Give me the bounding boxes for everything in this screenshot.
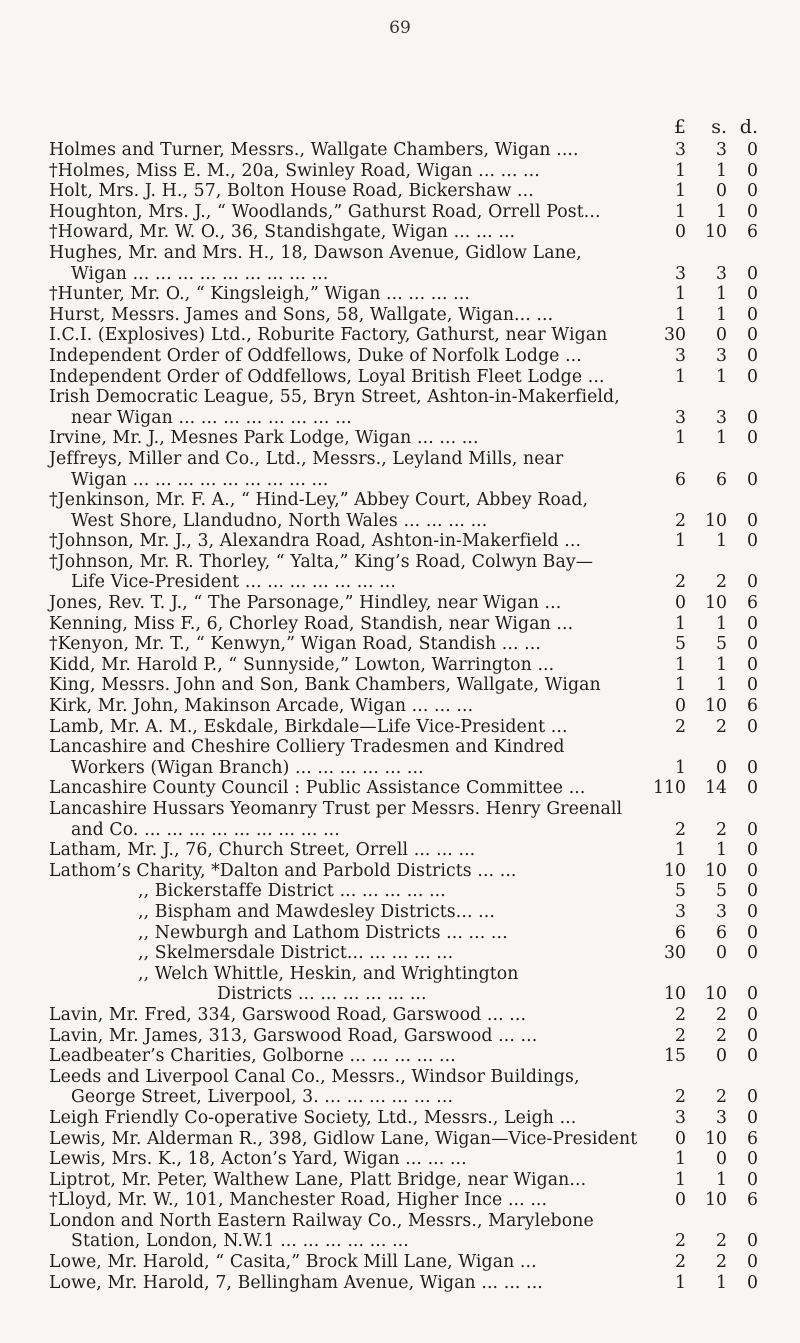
amount-pence: 6 (747, 696, 758, 717)
ledger-entry (0, 1067, 800, 1088)
ledger-entry (0, 758, 800, 779)
amount-shillings: 0 (716, 181, 727, 202)
amount-pence: 0 (747, 922, 758, 943)
entry-description: Lancashire Hussars Yeomanry Trust per Messrs. Henry Greenall (49, 799, 623, 819)
entry-description: Lewis, Mr. Alderman R., 398, Gidlow Lane, Wigan—Vice-President (49, 1128, 638, 1149)
amount-pence: 0 (747, 181, 758, 202)
ledger-entry (0, 778, 800, 799)
amount-pounds: 5 (675, 881, 686, 902)
ledger-entry (0, 1211, 800, 1232)
amount-pounds: 10 (664, 984, 686, 1005)
amount-pounds: 0 (675, 696, 686, 717)
amount-pence: 0 (747, 1087, 758, 1108)
amount-pence: 0 (747, 407, 758, 428)
entry-description: †Hunter, Mr. O., “ Kingsleigh,” Wigan ... ... ... ... (49, 284, 470, 305)
amount-shillings: 3 (716, 263, 727, 284)
amount-pence: 0 (747, 572, 758, 593)
ledger-entry (0, 449, 800, 470)
amount-shillings: 2 (716, 1231, 727, 1252)
amount-pounds: 2 (675, 819, 686, 840)
ledger-entry (0, 902, 800, 923)
ledger-entry (0, 305, 800, 326)
amount-pence: 0 (747, 634, 758, 655)
amount-shillings: 1 (716, 531, 727, 552)
ledger-entry (0, 387, 800, 408)
amount-shillings: 1 (716, 284, 727, 305)
amount-pence: 0 (747, 366, 758, 387)
amount-shillings: 1 (716, 160, 727, 181)
entry-description: Kirk, Mr. John, Makinson Arcade, Wigan ... ... ... (49, 696, 474, 717)
ledger-entry (0, 1273, 800, 1294)
ledger-entry (0, 881, 800, 902)
entry-description: †Johnson, Mr. J., 3, Alexandra Road, Ashton-in-Makerfield ... (49, 531, 582, 552)
ledger-entry (0, 490, 800, 511)
pounds-header: £ (673, 116, 686, 138)
ledger-entry (0, 593, 800, 614)
amount-pounds: 1 (675, 428, 686, 449)
amount-pence: 0 (747, 531, 758, 552)
ledger-entry (0, 964, 800, 985)
ledger-entry (0, 614, 800, 635)
entry-description: Hurst, Messrs. James and Sons, 58, Wallgate, Wigan... ... (49, 304, 554, 325)
amount-shillings: 0 (716, 943, 727, 964)
ledger-entry (0, 675, 800, 696)
entry-description: Life Vice-President ... ... ... ... ... ... ... (71, 572, 396, 593)
ledger-entry (0, 717, 800, 738)
amount-shillings: 1 (716, 428, 727, 449)
amount-pence: 0 (747, 1272, 758, 1293)
entry-description: King, Messrs. John and Son, Bank Chambers, Wallgate, Wigan (49, 675, 601, 696)
amount-pence: 6 (747, 1128, 758, 1149)
ledger-entry (0, 861, 800, 882)
amount-shillings: 10 (705, 1128, 727, 1149)
ledger-entry (0, 202, 800, 223)
entry-description: London and North Eastern Railway Co., Messrs., Marylebone (49, 1210, 594, 1231)
entry-description: †Kenyon, Mr. T., “ Kenwyn,” Wigan Road, Standish ... ... (49, 634, 541, 655)
entry-description: Station, London, N.W.1 ... ... ... ... ... ... (71, 1231, 409, 1252)
ledger-entry (0, 923, 800, 944)
amount-shillings: 10 (705, 510, 727, 531)
amount-pence: 0 (747, 757, 758, 778)
entry-description: Lancashire County Council : Public Assistance Committee ... (49, 778, 586, 799)
shillings-header: s. (711, 116, 727, 138)
entry-description: ,, Bickerstaffe District ... ... ... ... ... (138, 881, 446, 902)
amount-pence: 0 (747, 716, 758, 737)
amount-shillings: 10 (705, 222, 727, 243)
entry-description: Leigh Friendly Co-operative Society, Ltd., Messrs., Leigh ... (49, 1107, 577, 1128)
amount-pence: 0 (747, 881, 758, 902)
amount-shillings: 3 (716, 901, 727, 922)
entry-description: Lavin, Mr. Fred, 334, Garswood Road, Garswood ... ... (49, 1004, 527, 1025)
ledger-entry (0, 181, 800, 202)
amount-pounds: 3 (675, 263, 686, 284)
entry-description: †Holmes, Miss E. M., 20a, Swinley Road, Wigan ... ... ... (49, 160, 540, 181)
amount-pounds: 5 (675, 634, 686, 655)
column-headers (0, 116, 800, 140)
amount-pounds: 1 (675, 366, 686, 387)
amount-pounds: 1 (675, 1149, 686, 1170)
amount-pence: 0 (747, 901, 758, 922)
amount-pence: 0 (747, 1004, 758, 1025)
ledger-entry (0, 696, 800, 717)
ledger-entry (0, 284, 800, 305)
amount-shillings: 2 (716, 819, 727, 840)
amount-shillings: 1 (716, 654, 727, 675)
amount-pounds: 2 (675, 1252, 686, 1273)
amount-pounds: 1 (675, 531, 686, 552)
entry-description: West Shore, Llandudno, North Wales ... ... ... ... (71, 510, 488, 531)
amount-pence: 0 (747, 263, 758, 284)
ledger-entry (0, 840, 800, 861)
entry-description: Holmes and Turner, Messrs., Wallgate Chambers, Wigan .... (49, 140, 579, 160)
amount-pence: 0 (747, 1025, 758, 1046)
amount-shillings: 0 (716, 325, 727, 346)
entry-description: Latham, Mr. J., 76, Church Street, Orrell ... ... ... (49, 840, 476, 861)
amount-pounds: 2 (675, 1004, 686, 1025)
entry-description: George Street, Liverpool, 3. ... ... ... ... ... ... (71, 1087, 454, 1108)
amount-shillings: 10 (705, 1190, 727, 1211)
ledger-entry (0, 1129, 800, 1150)
ledger-entry (0, 984, 800, 1005)
entry-description: Lavin, Mr. James, 313, Garswood Road, Garswood ... ... (49, 1025, 538, 1046)
ledger-entry (0, 1087, 800, 1108)
amount-pounds: 6 (675, 922, 686, 943)
amount-shillings: 3 (716, 407, 727, 428)
entry-description: †Howard, Mr. W. O., 36, Standishgate, Wigan ... ... ... (49, 222, 516, 243)
ledger-entry (0, 655, 800, 676)
entry-description: Irvine, Mr. J., Mesnes Park Lodge, Wigan ... ... ... (49, 428, 479, 449)
amount-shillings: 5 (716, 881, 727, 902)
amount-pounds: 2 (675, 510, 686, 531)
amount-pence: 6 (747, 1190, 758, 1211)
entry-description: Leeds and Liverpool Canal Co., Messrs., Windsor Buildings, (49, 1066, 580, 1087)
amount-pounds: 1 (675, 613, 686, 634)
amount-shillings: 1 (716, 201, 727, 222)
amount-shillings: 10 (705, 696, 727, 717)
entry-description: Kidd, Mr. Harold P., “ Sunnyside,” Lowton, Warrington ... (49, 654, 555, 675)
amount-pence: 0 (747, 140, 758, 160)
amount-pounds: 30 (664, 325, 686, 346)
entry-description: Lathom’s Charity, *Dalton and Parbold Districts ... ... (49, 860, 517, 881)
amount-shillings: 3 (716, 140, 727, 160)
ledger-entry (0, 531, 800, 552)
amount-shillings: 10 (705, 860, 727, 881)
amount-pence: 0 (747, 613, 758, 634)
ledger-entry (0, 367, 800, 388)
amount-shillings: 10 (705, 593, 727, 614)
amount-pence: 0 (747, 428, 758, 449)
amount-pounds: 0 (675, 593, 686, 614)
amount-pounds: 1 (675, 757, 686, 778)
amount-pence: 0 (747, 1149, 758, 1170)
entry-description: Irish Democratic League, 55, Bryn Street, Ashton-in-Makerfield, (49, 387, 620, 408)
entry-description: I.C.I. (Explosives) Ltd., Roburite Factory, Gathurst, near Wigan (49, 325, 608, 346)
amount-shillings: 1 (716, 675, 727, 696)
entry-description: Holt, Mrs. J. H., 57, Bolton House Road, Bickershaw ... (49, 181, 534, 202)
entry-description: Houghton, Mrs. J., “ Woodlands,” Gathurst Road, Orrell Post... (49, 201, 601, 222)
amount-pounds: 2 (675, 1025, 686, 1046)
amount-pounds: 3 (675, 140, 686, 160)
amount-shillings: 1 (716, 840, 727, 861)
ledger-entry (0, 799, 800, 820)
amount-pounds: 3 (675, 407, 686, 428)
entry-description: Wigan ... ... ... ... ... ... ... ... ... (71, 263, 329, 284)
entry-description: and Co. ... ... ... ... ... ... ... ... ... (71, 819, 340, 840)
ledger-entry (0, 737, 800, 758)
amount-shillings: 5 (716, 634, 727, 655)
amount-shillings: 1 (716, 304, 727, 325)
amount-pence: 0 (747, 325, 758, 346)
ledger-entry (0, 1108, 800, 1129)
ledger-entry (0, 428, 800, 449)
entry-description: †Johnson, Mr. R. Thorley, “ Yalta,” King’s Road, Colwyn Bay— (49, 551, 594, 572)
entry-description: Districts ... ... ... ... ... ... (217, 984, 427, 1005)
entry-description: Wigan ... ... ... ... ... ... ... ... ... (71, 469, 329, 490)
ledger-entry (0, 408, 800, 429)
amount-pounds: 0 (675, 1128, 686, 1149)
ledger-entry (0, 1026, 800, 1047)
ledger-entry (0, 140, 800, 161)
amount-shillings: 0 (716, 1046, 727, 1067)
ledger-entry (0, 552, 800, 573)
entry-description: ,, Newburgh and Lathom Districts ... ... ... (138, 922, 508, 943)
amount-pence: 0 (747, 819, 758, 840)
entry-description: Workers (Wigan Branch) ... ... ... ... ... ... (71, 757, 424, 778)
amount-pounds: 1 (675, 654, 686, 675)
entry-description: †Jenkinson, Mr. F. A., “ Hind-Ley,” Abbey Court, Abbey Road, (49, 490, 589, 511)
amount-shillings: 2 (716, 1004, 727, 1025)
ledger-entry (0, 470, 800, 491)
amount-shillings: 0 (716, 757, 727, 778)
ledger-entry (0, 1231, 800, 1252)
entry-description: ,, Skelmersdale District... ... ... ... ... (138, 943, 454, 964)
amount-pounds: 1 (675, 304, 686, 325)
amount-pounds: 3 (675, 901, 686, 922)
ledger-entry (0, 264, 800, 285)
amount-pounds: 1 (675, 675, 686, 696)
ledger-entry (0, 1252, 800, 1273)
entry-description: Kenning, Miss F., 6, Chorley Road, Standish, near Wigan ... (49, 613, 574, 634)
entry-description: Lowe, Mr. Harold, 7, Bellingham Avenue, Wigan ... ... ... (49, 1272, 543, 1293)
amount-pence: 0 (747, 984, 758, 1005)
amount-shillings: 2 (716, 572, 727, 593)
entry-description: near Wigan ... ... ... ... ... ... ... ... (71, 407, 352, 428)
amount-shillings: 10 (705, 984, 727, 1005)
ledger-entry (0, 346, 800, 367)
amount-shillings: 2 (716, 1025, 727, 1046)
amount-pounds: 10 (664, 860, 686, 881)
ledger-entry (0, 943, 800, 964)
ledger-entry (0, 222, 800, 243)
amount-pounds: 0 (675, 222, 686, 243)
ledger-entry (0, 243, 800, 264)
amount-pence: 0 (747, 778, 758, 799)
ledger-entry (0, 325, 800, 346)
amount-pence: 0 (747, 943, 758, 964)
amount-pounds: 2 (675, 1231, 686, 1252)
amount-pounds: 1 (675, 201, 686, 222)
amount-pence: 0 (747, 1046, 758, 1067)
amount-pounds: 110 (653, 778, 686, 799)
ledger-entry (0, 572, 800, 593)
amount-shillings: 6 (716, 469, 727, 490)
amount-pence: 0 (747, 284, 758, 305)
ledger-entry (0, 1149, 800, 1170)
ledger-entry (0, 511, 800, 532)
amount-pounds: 30 (664, 943, 686, 964)
amount-pence: 0 (747, 1169, 758, 1190)
page-number: 69 (389, 18, 411, 38)
ledger-entry (0, 1170, 800, 1191)
amount-pounds: 15 (664, 1046, 686, 1067)
amount-shillings: 6 (716, 922, 727, 943)
amount-pounds: 2 (675, 1087, 686, 1108)
entry-description: Leadbeater’s Charities, Golborne ... ... ... ... ... (49, 1046, 456, 1067)
amount-shillings: 1 (716, 613, 727, 634)
entry-description: Lowe, Mr. Harold, “ Casita,” Brock Mill Lane, Wigan ... (49, 1252, 537, 1273)
amount-shillings: 1 (716, 1272, 727, 1293)
amount-shillings: 2 (716, 716, 727, 737)
amount-shillings: 3 (716, 1107, 727, 1128)
entry-description: Liptrot, Mr. Peter, Walthew Lane, Platt Bridge, near Wigan... (49, 1169, 587, 1190)
amount-shillings: 0 (716, 1149, 727, 1170)
amount-pounds: 1 (675, 1272, 686, 1293)
entry-description: Independent Order of Oddfellows, Duke of Norfolk Lodge ... (49, 345, 582, 366)
amount-pence: 0 (747, 840, 758, 861)
amount-pence: 0 (747, 160, 758, 181)
amount-shillings: 14 (705, 778, 727, 799)
pence-header: d. (739, 116, 758, 138)
entry-description: Lancashire and Cheshire Colliery Tradesmen and Kindred (49, 737, 565, 758)
amount-shillings: 1 (716, 1169, 727, 1190)
ledger-entry (0, 1190, 800, 1211)
amount-pence: 0 (747, 304, 758, 325)
amount-pounds: 6 (675, 469, 686, 490)
amount-pounds: 2 (675, 716, 686, 737)
amount-pounds: 1 (675, 1169, 686, 1190)
amount-pence: 0 (747, 654, 758, 675)
amount-shillings: 3 (716, 345, 727, 366)
entry-description: Lewis, Mrs. K., 18, Acton’s Yard, Wigan ... ... ... (49, 1149, 467, 1170)
amount-pounds: 1 (675, 181, 686, 202)
amount-pence: 0 (747, 469, 758, 490)
subscription-ledger (0, 140, 800, 1293)
amount-pounds: 1 (675, 160, 686, 181)
entry-description: Jones, Rev. T. J., “ The Parsonage,” Hindley, near Wigan ... (49, 593, 562, 614)
amount-pence: 0 (747, 201, 758, 222)
entry-description: Hughes, Mr. and Mrs. H., 18, Dawson Avenue, Gidlow Lane, (49, 242, 582, 263)
amount-shillings: 2 (716, 1087, 727, 1108)
amount-pounds: 3 (675, 1107, 686, 1128)
amount-pence: 0 (747, 510, 758, 531)
ledger-entry (0, 634, 800, 655)
entry-description: ,, Welch Whittle, Heskin, and Wrightington (138, 963, 519, 984)
amount-pence: 0 (747, 860, 758, 881)
ledger-entry (0, 820, 800, 841)
amount-shillings: 2 (716, 1252, 727, 1273)
amount-pence: 0 (747, 1252, 758, 1273)
amount-pence: 0 (747, 1231, 758, 1252)
ledger-entry (0, 161, 800, 182)
amount-pounds: 1 (675, 284, 686, 305)
entry-description: Jeffreys, Miller and Co., Ltd., Messrs., Leyland Mills, near (49, 448, 564, 469)
amount-pounds: 0 (675, 1190, 686, 1211)
amount-shillings: 1 (716, 366, 727, 387)
amount-pence: 0 (747, 1107, 758, 1128)
entry-description: Independent Order of Oddfellows, Loyal British Fleet Lodge ... (49, 366, 605, 387)
amount-pence: 0 (747, 345, 758, 366)
amount-pence: 0 (747, 675, 758, 696)
amount-pence: 6 (747, 222, 758, 243)
entry-description: ,, Bispham and Mawdesley Districts... ... (138, 901, 495, 922)
ledger-entry (0, 1005, 800, 1026)
amount-pounds: 3 (675, 345, 686, 366)
amount-pence: 6 (747, 593, 758, 614)
entry-description: Lamb, Mr. A. M., Eskdale, Birkdale—Life Vice-President ... (49, 716, 568, 737)
ledger-entry (0, 1046, 800, 1067)
amount-pounds: 2 (675, 572, 686, 593)
amount-pounds: 1 (675, 840, 686, 861)
entry-description: †Lloyd, Mr. W., 101, Manchester Road, Higher Ince ... ... (49, 1190, 548, 1211)
